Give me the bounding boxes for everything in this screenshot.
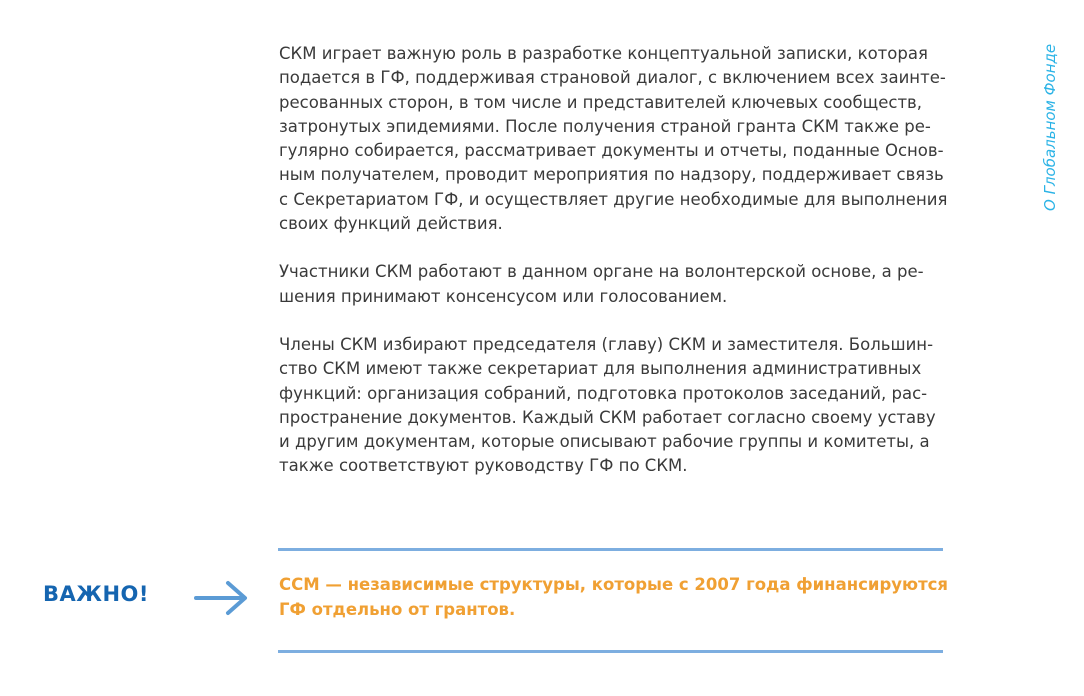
important-label: ВАЖНО! — [43, 582, 149, 606]
paragraph-ccm-volunteers: Участники СКМ работают в данном органе на волонтерской основе, а ре- шения принимают консенсусом или голосованием. — [279, 262, 924, 306]
section-side-title: О Глобальном Фонде — [1041, 44, 1059, 212]
paragraph-ccm-role: СКМ играет важную роль в разработке концептуальной записки, которая подается в ГФ, поддерживая страновой диалог, с включением всех заинте- ресованных сторон, в том числе и представителей ключевых сообществ, затронутых эпидемиями. После получения страной гранта СКМ также ре- гулярно собирается, рассматривает документы и отчеты, поданные Основ- ным получателем, проводит мероприятия по надзору, поддерживает связь с Секретариатом ГФ, и осуществляет другие необходимые для выполнения своих функций действия. — [279, 44, 948, 234]
callout-bottom-rule — [278, 650, 943, 653]
callout-top-rule — [278, 548, 943, 551]
arrow-right-icon — [194, 579, 250, 617]
callout-text: ССМ — независимые структуры, которые с 2007 года финансируются ГФ отдельно от грантов. — [279, 575, 949, 619]
paragraph-ccm-leadership: Члены СКМ избирают председателя (главу) СКМ и заместителя. Большин- ство СКМ имеют также секретариат для выполнения административных функций: организация собраний, подготовка протоколов заседаний, рас- пространение документов. Каждый СКМ работает согласно своему уставу и другим документам, которые описывают рабочие группы и комитеты, а также соответствуют руководству ГФ по СКМ. — [279, 334, 936, 476]
main-text-block — [279, 42, 969, 479]
